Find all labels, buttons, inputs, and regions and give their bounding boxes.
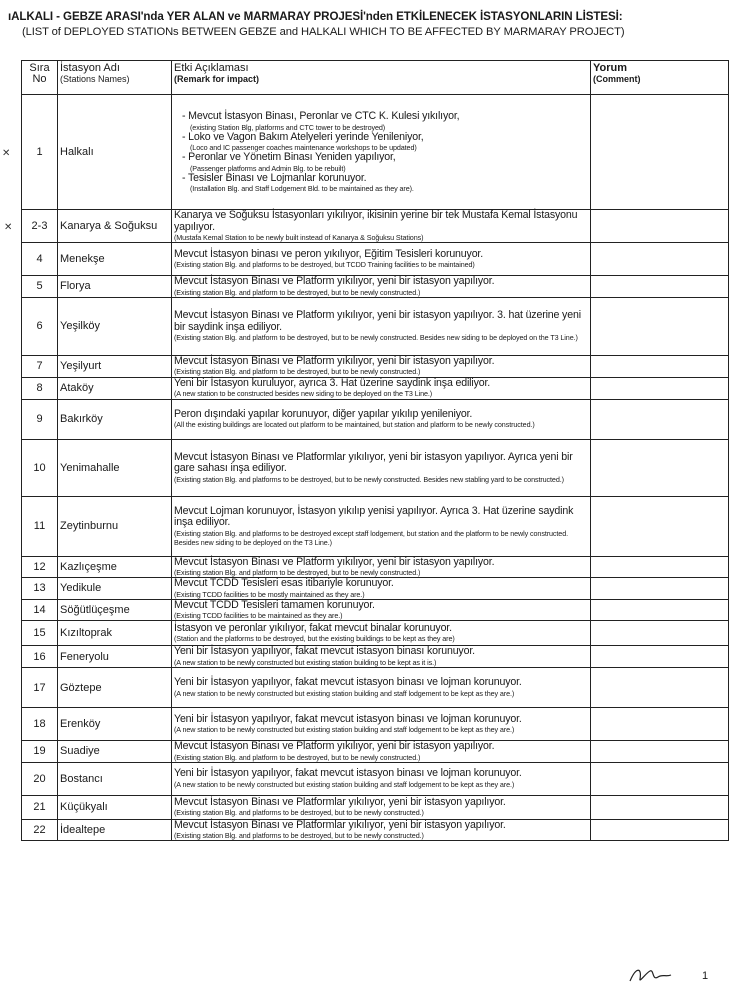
impact-translation: (A new station to be constructed besides new siding to be deployed on the T3 Line.) — [174, 389, 433, 399]
table-row — [22, 668, 729, 708]
impact-translation: (A new station to be newly constructed but existing station building and staff lodgement to be kept as they are.) — [174, 725, 515, 735]
comment-cell — [591, 243, 729, 276]
impact-cell — [172, 599, 591, 621]
table-row — [22, 621, 729, 646]
impact-text: Mevcut İstasyon Binası ve Platformlar yıkılıyor, yeni bir istasyon yapılıyor. — [174, 795, 506, 808]
station-name: Ataköy — [58, 377, 172, 399]
impact-text: Yeni bir İstasyon yapılıyor, fakat mevcut istasyon binası korunuyor. — [174, 645, 475, 658]
comment-cell — [591, 621, 729, 646]
table-row — [22, 708, 729, 741]
impact-translation: (Existing station Blg. and platforms to be destroyed, but to be newly constructed.) — [174, 808, 424, 818]
impact-text: Yeni bir İstasyon yapılıyor, fakat mevcut istasyon binası ve lojman korunuyor. — [174, 767, 522, 780]
table-row — [22, 210, 729, 243]
impact-cell — [172, 741, 591, 763]
station-name: Yenimahalle — [58, 439, 172, 496]
stations-table — [21, 60, 729, 841]
impact-cell — [172, 621, 591, 646]
comment-cell — [591, 819, 729, 841]
page-title: ıALKALI - GEBZE ARASI'nda YER ALAN ve MARMARAY PROJESİ'nden ETKİLENECEK İSTASYONLARIN LİSTESİ: — [8, 10, 623, 23]
station-name: Suadiye — [58, 741, 172, 763]
column-header-comment: Yorum (Comment) — [591, 61, 729, 95]
impact-translation: (A new station to be newly constructed but existing station building and staff lodgement to be kept as they are.) — [174, 688, 515, 698]
impact-translation: (Existing station Blg. and platform to be destroyed, but to be newly constructed.) — [174, 287, 421, 297]
comment-cell — [591, 741, 729, 763]
row-number: 10 — [22, 439, 58, 496]
impact-cell — [172, 377, 591, 399]
row-number: 21 — [22, 795, 58, 819]
impact-translation: (Existing station Blg. and platforms to be destroyed, but to be newly constructed. Besides new stabling yard to be constructed.) — [174, 474, 564, 484]
station-name: Erenköy — [58, 708, 172, 741]
station-name: Yedikule — [58, 578, 172, 600]
impact-cell — [172, 276, 591, 298]
station-name: Bostancı — [58, 762, 172, 795]
impact-cell — [172, 578, 591, 600]
impact-text: Peron dışındaki yapılar korunuyor, diğer yapılar yıkılıp yenileniyor. — [174, 407, 473, 420]
station-name: Menekşe — [58, 243, 172, 276]
impact-text: Yeni bir İstasyon kuruluyor, ayrıca 3. Hat üzerine saydink inşa ediliyor. — [174, 376, 491, 389]
table-header-row — [22, 61, 729, 95]
row-number: 14 — [22, 599, 58, 621]
comment-cell — [591, 496, 729, 556]
table-row — [22, 95, 729, 210]
table-row — [22, 399, 729, 439]
impact-translation: (All the existing buildings are located out platform to be maintained, but station and platform to be newly constructed.) — [174, 420, 535, 430]
table-row — [22, 496, 729, 556]
column-header-no: Sıra No — [22, 61, 58, 95]
page-number: 1 — [702, 970, 709, 982]
impact-translation: (Existing TCDD facilities to be mostly maintained as they are.) — [174, 589, 365, 599]
table-row — [22, 599, 729, 621]
comment-cell — [591, 646, 729, 668]
column-header-name: İstasyon Adı (Stations Names) — [58, 61, 172, 95]
station-name: Feneryolu — [58, 646, 172, 668]
row-number: 9 — [22, 399, 58, 439]
station-name: Kazlıçeşme — [58, 556, 172, 578]
row-number: 20 — [22, 762, 58, 795]
impact-text: Yeni bir İstasyon yapılıyor, fakat mevcut istasyon binası ve lojman korunuyor. — [174, 712, 522, 725]
table-row — [22, 276, 729, 298]
margin-mark: ✕ — [2, 148, 11, 159]
column-header-impact: Etki Açıklaması (Remark for impact) — [172, 61, 591, 95]
comment-cell — [591, 276, 729, 298]
station-name: Yeşilyurt — [58, 355, 172, 377]
impact-cell — [172, 439, 591, 496]
row-number: 4 — [22, 243, 58, 276]
comment-cell — [591, 668, 729, 708]
impact-text: Mevcut İstasyon Binası ve Platform yıkılıyor, yeni bir istasyon yapılıyor. — [174, 275, 495, 287]
impact-cell — [172, 708, 591, 741]
comment-cell — [591, 439, 729, 496]
impact-text: Mevcut TCDD Tesisleri esas itibariyle korunuyor. — [174, 577, 394, 589]
row-number: 13 — [22, 578, 58, 600]
comment-cell — [591, 578, 729, 600]
impact-cell: - Mevcut İstasyon Binası, Peronlar ve CTC K. Kulesi yıkılıyor, (existing Station Blg, platforms and CTC tower to be destroyed) - Loko ve Vagon Bakım Atelyeleri yerinde Yenileniyor, (Loco and IC passenger coaches maintenance workshops to be updated) - Peronlar ve Yönetim Binası Yeniden yapılıyor, (Passenger platforms and Admin Blg. to be rebuilt) - Tesisler Binası ve Lojmanlar korunuyor. (Installation Blg. and Staff Lodgement Bld. to be maintained as they are). — [172, 95, 591, 210]
row-number: 18 — [22, 708, 58, 741]
station-name: Bakırköy — [58, 399, 172, 439]
impact-translation: (Existing TCDD facilities to be maintained as they are.) — [174, 611, 343, 620]
row-number: 2-3 — [22, 210, 58, 243]
comment-cell — [591, 399, 729, 439]
impact-text: Mevcut İstasyon binası ve peron yıkılıyor, Eğitim Tesisleri korunuyor. — [174, 247, 484, 260]
comment-cell — [591, 599, 729, 621]
impact-cell — [172, 243, 591, 276]
comment-cell — [591, 795, 729, 819]
station-name: Söğütlüçeşme — [58, 599, 172, 621]
impact-text: Yeni bir İstasyon yapılıyor, fakat mevcut istasyon binası ve lojman korunuyor. — [174, 676, 522, 689]
impact-cell — [172, 496, 591, 556]
station-name: İdealtepe — [58, 819, 172, 841]
impact-text: Mevcut Lojman korunuyor, İstasyon yıkılıp yenisi yapılıyor. Ayrıca 3. Hat üzerine saydink inşa ediliyor. — [174, 504, 574, 528]
table-row — [22, 741, 729, 763]
row-number: 19 — [22, 741, 58, 763]
impact-cell — [172, 399, 591, 439]
table-row — [22, 556, 729, 578]
impact-translation: (Existing station Blg. and platforms to be destroyed, but TCDD Training facilities to be maintained) — [174, 260, 475, 270]
row-number: 16 — [22, 646, 58, 668]
impact-translation: (A new station to be newly constructed but existing station building to be kept as it is.) — [174, 657, 437, 667]
table-row — [22, 762, 729, 795]
row-number: 5 — [22, 276, 58, 298]
row-number: 22 — [22, 819, 58, 841]
impact-translation: (Existing station Blg. and platform to be destroyed, but to be newly constructed. Besides new siding to be deployed on the T3 Line.) — [174, 333, 578, 342]
impact-text: Mevcut İstasyon Binası ve Platform yıkılıyor, yeni bir istasyon yapılıyor. — [174, 555, 495, 568]
station-name: Küçükyalı — [58, 795, 172, 819]
margin-mark: ✕ — [4, 222, 13, 233]
table-row — [22, 578, 729, 600]
impact-cell — [172, 819, 591, 841]
station-name: Yeşilköy — [58, 297, 172, 355]
impact-translation: (Existing station Blg. and platforms to be destroyed, but to be newly constructed.) — [174, 831, 424, 840]
impact-translation: (Existing station Blg. and platform to be destroyed, but to be newly constructed.) — [174, 568, 421, 577]
impact-text: Mevcut İstasyon Binası ve Platformlar yıkılıyor, yeni bir istasyon yapılıyor. Ayrıca yeni bir gare sahası inşa ediliyor. — [174, 450, 573, 474]
impact-cell — [172, 297, 591, 355]
impact-text: Mevcut TCDD Tesisleri tamamen korunuyor. — [174, 598, 375, 611]
station-name: Kanarya & Soğuksu — [58, 210, 172, 243]
row-number: 7 — [22, 355, 58, 377]
table-row — [22, 439, 729, 496]
impact-cell — [172, 762, 591, 795]
comment-cell — [591, 556, 729, 578]
impact-translation: (A new station to be newly constructed but existing station building and staff lodgement to be kept as they are.) — [174, 779, 515, 789]
signature-scribble — [628, 965, 673, 985]
table-row — [22, 819, 729, 841]
comment-cell — [591, 210, 729, 243]
table-row — [22, 297, 729, 355]
table-row — [22, 243, 729, 276]
comment-cell — [591, 297, 729, 355]
row-number: 15 — [22, 621, 58, 646]
station-name: Zeytinburnu — [58, 496, 172, 556]
impact-cell — [172, 355, 591, 377]
table-row — [22, 355, 729, 377]
impact-text: Mevcut İstasyon Binası ve Platform yıkılıyor, yeni bir istasyon yapılıyor. — [174, 354, 495, 367]
row-number: 11 — [22, 496, 58, 556]
impact-cell — [172, 646, 591, 668]
station-name: Kızıltoprak — [58, 621, 172, 646]
row-number: 1 — [22, 95, 58, 210]
impact-cell — [172, 795, 591, 819]
impact-text: Mevcut İstasyon Binası ve Platform yıkılıyor, yeni bir istasyon yapılıyor. — [174, 740, 495, 752]
row-number: 12 — [22, 556, 58, 578]
impact-cell — [172, 556, 591, 578]
row-number: 17 — [22, 668, 58, 708]
impact-cell — [172, 210, 591, 243]
impact-translation: (Existing station Blg. and platform to be destroyed, but to be newly constructed.) — [174, 367, 421, 377]
comment-cell — [591, 377, 729, 399]
station-name: Florya — [58, 276, 172, 298]
impact-translation: (Existing station Blg. and platform to be destroyed, but to be newly constructed.) — [174, 752, 421, 762]
row-number: 6 — [22, 297, 58, 355]
comment-cell — [591, 762, 729, 795]
comment-cell — [591, 355, 729, 377]
impact-text: Mevcut İstasyon Binası ve Platform yıkılıyor, yeni bir istasyon yapılıyor. 3. hat üzerine yeni bir saydink inşa ediliyor. — [174, 309, 581, 333]
impact-translation: (Existing station Blg. and platforms to be destroyed except staff lodgement, but station and the platform to be newly constructed. Besides new siding to be deployed on the T3 Line.) — [174, 528, 568, 547]
station-name: Halkalı — [58, 95, 172, 210]
table-row — [22, 377, 729, 399]
comment-cell — [591, 708, 729, 741]
impact-text: Mevcut İstasyon Binası ve Platformlar yıkılıyor, yeni bir istasyon yapılıyor. — [174, 818, 506, 831]
comment-cell — [591, 95, 729, 210]
page-subtitle: (LIST of DEPLOYED STATIONs BETWEEN GEBZE and HALKALI WHICH TO BE AFFECTED BY MARMARAY PROJECT) — [22, 26, 625, 38]
impact-translation: (Mustafa Kemal Station to be newly built instead of Kanarya & Soğuksu Stations) — [174, 233, 424, 242]
table-row — [22, 646, 729, 668]
row-number: 8 — [22, 377, 58, 399]
impact-cell — [172, 668, 591, 708]
station-name: Göztepe — [58, 668, 172, 708]
impact-text: İstasyon ve peronlar yıkılıyor, fakat mevcut binalar korunuyor. — [174, 621, 452, 634]
table-row — [22, 795, 729, 819]
impact-text: Kanarya ve Soğuksu İstasyonları yıkılıyor, ikisinin yerine bir tek Mustafa Kemal İstasyonu yapılıyor. — [174, 209, 578, 233]
impact-translation: (Station and the platforms to be destroyed, but the existing buildings to be kept as they are) — [174, 634, 455, 644]
